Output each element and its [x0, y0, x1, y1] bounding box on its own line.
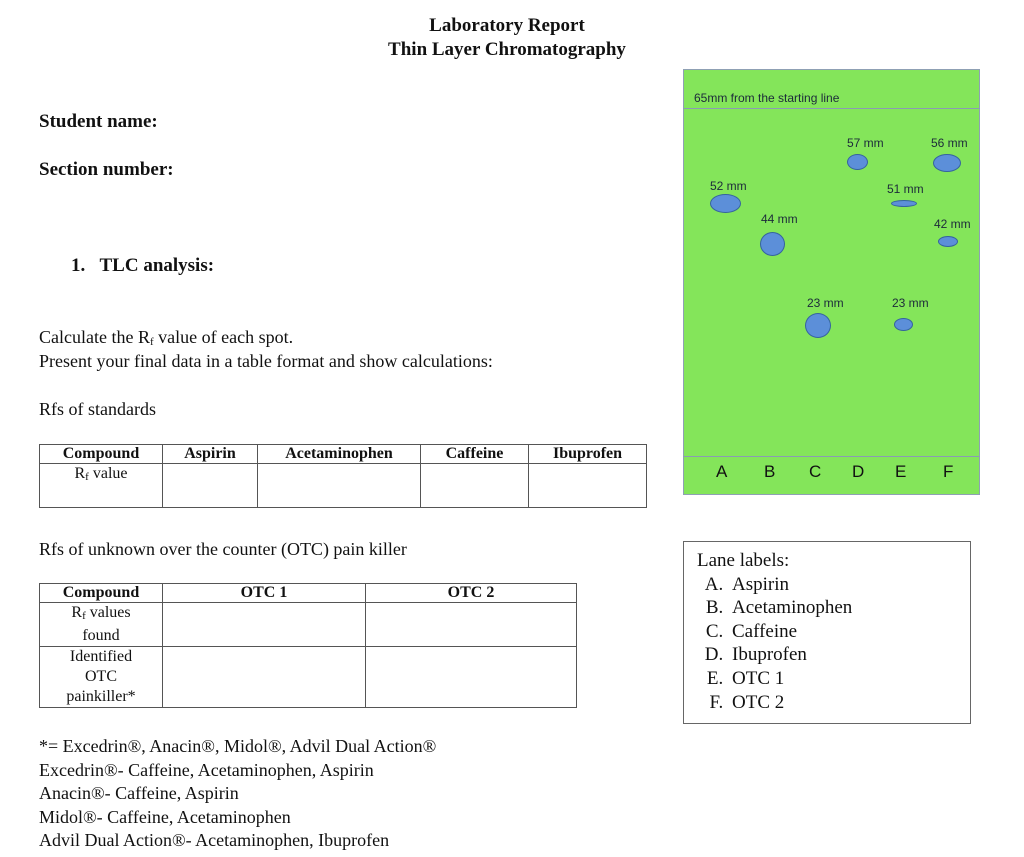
report-title: Laboratory Report [429, 15, 585, 36]
table-row [40, 647, 577, 708]
rf-sub: f [85, 471, 89, 483]
lane-f: F [943, 462, 954, 481]
rf-r: R [74, 465, 86, 482]
list-item: E. OTC 1 [728, 667, 970, 691]
section-number-label: Section number: [39, 159, 174, 180]
spot-label-e-top: 51 mm [887, 182, 924, 196]
header-otc2: OTC 2 [366, 584, 577, 603]
solvent-front-line [684, 108, 979, 109]
rf-value-word: value [88, 465, 128, 482]
header-caffeine: Caffeine [421, 445, 529, 464]
list-item: D. Ibuprofen [728, 643, 970, 667]
rf-r: R [71, 604, 83, 621]
unknowns-caption: Rfs of unknown over the counter (OTC) pain killer [39, 539, 407, 559]
spot-c [805, 313, 831, 338]
instruction-text-end: value of each spot. [153, 327, 294, 347]
table-header-row [40, 584, 577, 603]
table-row [40, 603, 577, 647]
footnote-line: Midol®- Caffeine, Acetaminophen [39, 806, 291, 827]
rf-sub: f [82, 610, 86, 622]
spot-label-f-bottom: 42 mm [934, 217, 971, 231]
section-number: 1. [71, 255, 86, 276]
header-acetaminophen: Acetaminophen [258, 445, 421, 464]
instruction-text: Calculate the R [39, 327, 150, 347]
rf-values-word: values [85, 604, 131, 621]
spot-f-bottom [938, 236, 958, 247]
starting-line [684, 456, 979, 457]
spot-label-a: 52 mm [710, 179, 747, 193]
table-header-row [40, 445, 647, 464]
identified-word: Identified [69, 648, 133, 665]
footnotes [39, 735, 436, 853]
lane-e: E [895, 462, 907, 481]
identified-label [40, 647, 163, 708]
spot-d [847, 154, 868, 170]
header-compound: Compound [40, 584, 163, 603]
spot-e-bottom [894, 318, 913, 331]
table-row [40, 464, 647, 508]
spot-f-top [933, 154, 961, 172]
footnote-line: Excedrin®- Caffeine, Acetaminophen, Aspirin [39, 759, 374, 780]
otc2-rf-cell[interactable] [366, 603, 577, 647]
footnote-line: Advil Dual Action®- Acetaminophen, Ibuprofen [39, 830, 390, 850]
footnote-line: *= Excedrin®, Anacin®, Midol®, Advil Dual Action® [39, 736, 437, 756]
tlc-plate [683, 69, 980, 495]
list-item: A. Aspirin [728, 573, 970, 597]
header-aspirin: Aspirin [163, 445, 258, 464]
found-word: found [82, 627, 120, 644]
ibuprofen-rf-cell[interactable] [529, 464, 647, 508]
instruction-subscript: f [149, 336, 154, 348]
spot-label-d: 57 mm [847, 136, 884, 150]
spot-label-c: 23 mm [807, 296, 844, 310]
spot-e-top [891, 200, 917, 207]
solvent-front-label: 65mm from the starting line [694, 91, 840, 105]
lane-labels-list [684, 573, 970, 715]
unknowns-table [39, 583, 577, 708]
list-item: C. Caffeine [728, 620, 970, 644]
lane-labels-box [683, 541, 971, 724]
list-item: B. Acetaminophen [728, 596, 970, 620]
spot-label-f-top: 56 mm [931, 136, 968, 150]
caffeine-rf-cell[interactable] [421, 464, 529, 508]
standards-table [39, 444, 647, 508]
aspirin-rf-cell[interactable] [163, 464, 258, 508]
rf-values-found-label [40, 603, 163, 647]
painkiller-word: painkiller* [66, 688, 136, 705]
otc1-identified-cell[interactable] [163, 647, 366, 708]
standards-caption: Rfs of standards [39, 399, 156, 419]
lane-c: C [809, 462, 822, 481]
section-title: TLC analysis: [99, 255, 215, 276]
rf-value-label [40, 464, 163, 508]
acetaminophen-rf-cell[interactable] [258, 464, 421, 508]
header-ibuprofen: Ibuprofen [529, 445, 647, 464]
lane-d: D [852, 462, 865, 481]
header-otc1: OTC 1 [163, 584, 366, 603]
otc1-rf-cell[interactable] [163, 603, 366, 647]
instruction-line-2: Present your final data in a table format and show calculations: [39, 351, 493, 371]
footnote-line: Anacin®- Caffeine, Aspirin [39, 783, 239, 803]
spot-b [760, 232, 785, 256]
student-name-label: Student name: [39, 111, 158, 132]
spot-label-e-bottom: 23 mm [892, 296, 929, 310]
section-heading [71, 255, 214, 277]
header-compound: Compound [40, 445, 163, 464]
report-subtitle: Thin Layer Chromatography [388, 39, 626, 60]
lane-b: B [764, 462, 776, 481]
spot-label-b: 44 mm [761, 212, 798, 226]
otc-word: OTC [85, 668, 117, 685]
lane-labels-heading: Lane labels: [697, 550, 790, 571]
otc2-identified-cell[interactable] [366, 647, 577, 708]
lane-a: A [716, 462, 728, 481]
spot-a [710, 194, 741, 213]
list-item: F. OTC 2 [728, 691, 970, 715]
